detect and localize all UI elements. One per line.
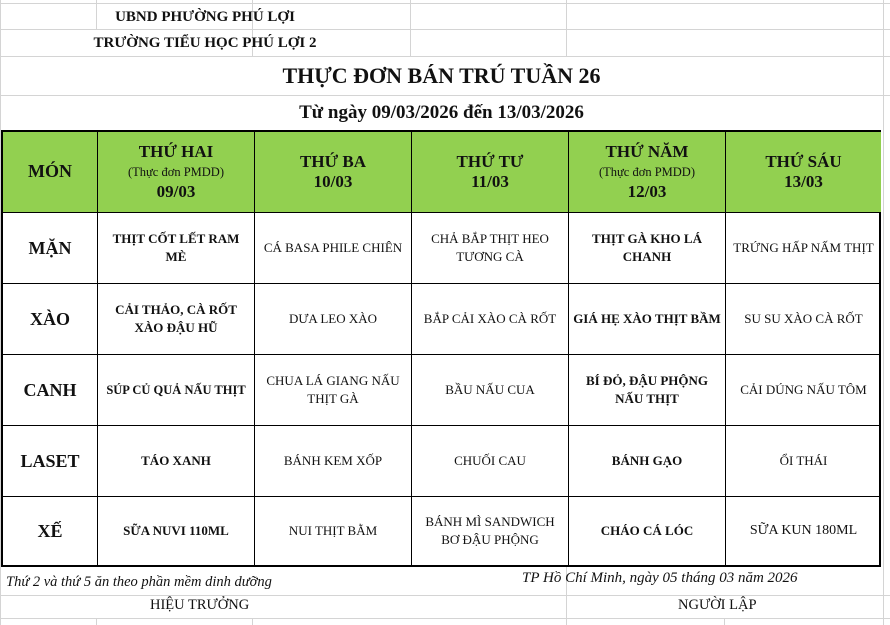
authority-name: UBND PHƯỜNG PHÚ LỢI <box>115 8 295 25</box>
day-header-tuesday <box>255 132 412 213</box>
day-name: THỨ BA <box>300 151 366 171</box>
gridline <box>0 618 890 619</box>
corner-header <box>3 132 98 213</box>
menu-cell: THỊT GÀ KHO LÁ CHANH <box>569 213 726 284</box>
day-name: THỨ SÁU <box>765 151 842 171</box>
day-note: (Thực đơn PMDD) <box>598 164 695 179</box>
day-date: 10/03 <box>313 172 353 191</box>
menu-cell: THỊT CỐT LẾT RAM MÈ <box>98 213 255 284</box>
row-label-man: MẶN <box>3 213 98 284</box>
row-label-xao: XÀO <box>3 284 98 355</box>
gridline <box>96 618 97 625</box>
menu-cell: NUI THỊT BẰM <box>255 497 412 565</box>
gridline <box>724 618 725 625</box>
school-name: TRƯỜNG TIỂU HỌC PHÚ LỢI 2 <box>93 34 317 51</box>
gridline <box>883 0 884 625</box>
day-name: THỨ NĂM <box>605 142 689 162</box>
row-label-xe: XẾ <box>3 497 98 565</box>
gridline <box>566 0 567 56</box>
menu-cell: TRỨNG HẤP NẤM THỊT <box>726 213 881 284</box>
menu-cell: CẢI THẢO, CÀ RỐT XÀO ĐẬU HŨ <box>98 284 255 355</box>
menu-cell: CHUỐI CAU <box>412 426 569 497</box>
day-header-friday <box>726 132 881 213</box>
menu-cell: CHẢ BẮP THỊT HEO TƯƠNG CÀ <box>412 213 569 284</box>
day-header-monday <box>98 132 255 213</box>
menu-cell: BÁNH KEM XỐP <box>255 426 412 497</box>
menu-cell: GIÁ HẸ XÀO THỊT BẦM <box>569 284 726 355</box>
menu-cell: ỔI THÁI <box>726 426 881 497</box>
menu-table <box>1 130 881 567</box>
corner-label: MÓN <box>28 161 72 182</box>
menu-cell: BÁNH GẠO <box>569 426 726 497</box>
menu-cell: BẮP CẢI XÀO CÀ RỐT <box>412 284 569 355</box>
menu-cell: CÁ BASA PHILE CHIÊN <box>255 213 412 284</box>
footer-note: Thứ 2 và thứ 5 ăn theo phần mềm dinh dưỡng <box>6 574 272 590</box>
menu-cell: BÁNH MÌ SANDWICH BƠ ĐẬU PHỘNG <box>412 497 569 565</box>
menu-cell: CẢI DÚNG NẤU TÔM <box>726 355 881 426</box>
day-note: (Thực đơn PMDD) <box>127 164 224 179</box>
menu-cell: SU SU XÀO CÀ RỐT <box>726 284 881 355</box>
gridline <box>410 0 411 56</box>
menu-cell: SÚP CỦ QUẢ NẤU THỊT <box>98 355 255 426</box>
menu-cell: CHUA LÁ GIANG NẤU THỊT GÀ <box>255 355 412 426</box>
menu-cell: SỮA KUN 180ML <box>749 522 858 538</box>
place-date: TP Hồ Chí Minh, ngày 05 tháng 03 năm 2026 <box>522 570 798 586</box>
menu-cell: CHÁO CÁ LÓC <box>569 497 726 565</box>
row-label-laset: LASET <box>3 426 98 497</box>
date-range: Từ ngày 09/03/2026 đến 13/03/2026 <box>299 101 584 123</box>
day-name: THỨ HAI <box>138 142 214 162</box>
day-header-thursday <box>569 132 726 213</box>
menu-cell: BẦU NẤU CUA <box>412 355 569 426</box>
day-name: THỨ TƯ <box>456 151 524 171</box>
day-date: 11/03 <box>471 172 509 191</box>
page-title: THỰC ĐƠN BÁN TRÚ TUẦN 26 <box>282 62 601 88</box>
signer-preparer: NGƯỜI LẬP <box>678 597 757 613</box>
day-header-wednesday <box>412 132 569 213</box>
menu-cell: DƯA LEO XÀO <box>255 284 412 355</box>
menu-cell: SỮA NUVI 110ML <box>98 497 255 565</box>
menu-cell: BÍ ĐỎ, ĐẬU PHỘNG NẤU THỊT <box>569 355 726 426</box>
day-date: 09/03 <box>156 181 196 201</box>
row-label-canh: CANH <box>3 355 98 426</box>
menu-cell: TÁO XANH <box>98 426 255 497</box>
day-date: 12/03 <box>627 181 667 201</box>
signer-principal: HIỆU TRƯỞNG <box>150 597 250 613</box>
gridline <box>0 595 890 596</box>
gridline <box>252 618 253 625</box>
day-date: 13/03 <box>784 172 823 191</box>
